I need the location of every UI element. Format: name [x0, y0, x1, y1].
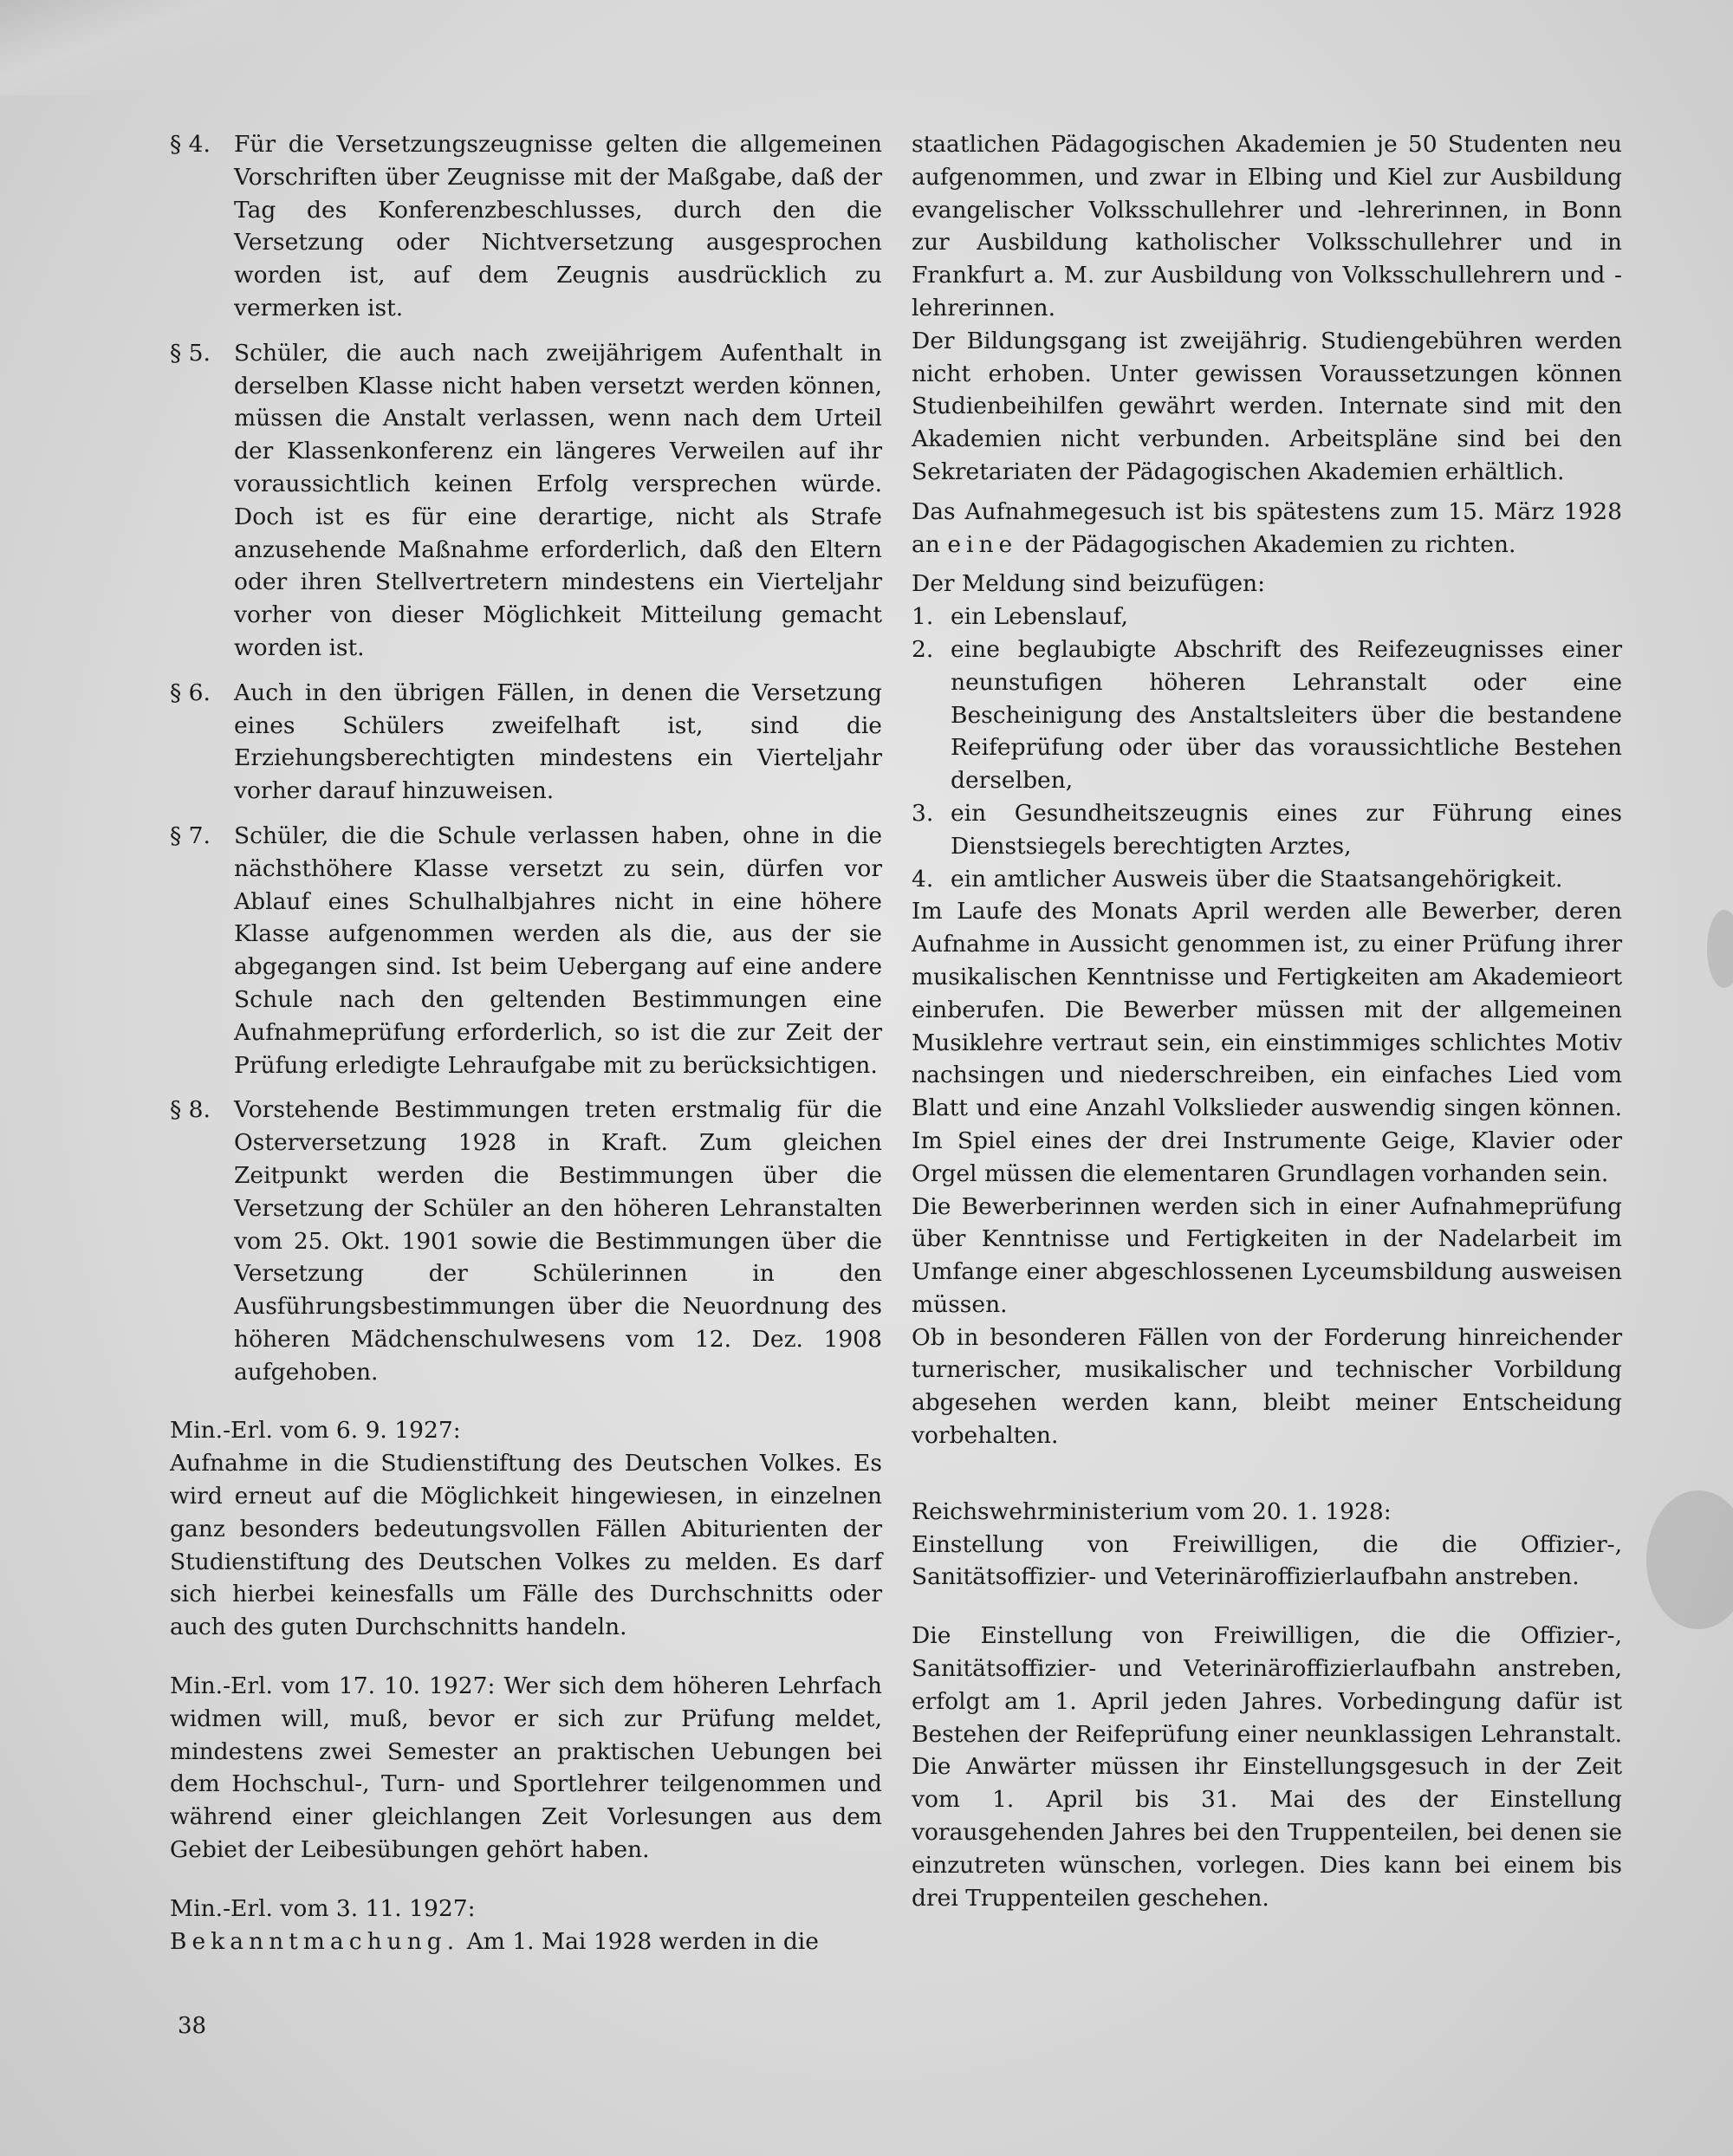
ministry-heading: Reichswehrministerium vom 20. 1. 1928: [912, 1497, 1392, 1525]
section-4 [170, 128, 882, 325]
academy-paragraph-2: Der Bildungsgang ist zweijährig. Studiengebühren werden nicht erhoben. Unter gewissen Voraussetzungen können Studienbeihilfen gewährt werden. Internate sind mit den Akademien nicht verbunden. Arbeitspläne sind bei den Sekretariaten der Pädagogischen Akademien erhältlich. [912, 327, 1622, 485]
section-number: § 5. [170, 339, 211, 367]
list-number: 2. [912, 635, 934, 663]
academy-paragraph-5: Im Laufe des Monats April werden alle Bewerber, deren Aufnahme in Aussicht genommen ist, zu einer Prüfung ihrer musikalischen Kenntnisse und Fertigkeiten am Akademieort einberufen. Die Bewerber müssen mit der allgemeinen Musiklehre vertraut sein, ein einstimmiges schlichtes Motiv nachsingen und niederschreiben, ein einfaches Lied vom Blatt und eine Anzahl Volkslieder auswendig singen können. Im Spiel eines der drei Instrumente Geige, Klavier oder Orgel müssen die elementaren Grundlagen vorhanden sein. [912, 898, 1622, 1187]
list-number: 1. [912, 603, 934, 631]
list-number: 3. [912, 799, 934, 827]
paper-stain [1646, 1490, 1733, 1629]
list-item [912, 601, 1622, 633]
section-number: § 6. [170, 679, 211, 706]
section-6 [170, 677, 882, 808]
list-item [912, 863, 1622, 896]
left-column [170, 128, 882, 1958]
ministry-subject: Einstellung von Freiwilligen, die die Offizier-, Sanitätsoffizier- und Veterinäroffizierlaufbahn anstreben. [912, 1530, 1622, 1591]
section-number: § 4. [170, 131, 211, 158]
section-text: Auch in den übrigen Fällen, in denen die Versetzung eines Schülers zweifelhaft ist, sind die Erziehungsberechtigten mindestens ein Vierteljahr vorher darauf hinzuweisen. [234, 679, 882, 805]
list-text: ein Gesundheitszeugnis eines zur Führung eines Dienstsiegels berechtigten Arztes, [951, 799, 1622, 860]
decree-text-3-rest: Am 1. Mai 1928 werden in die [466, 1927, 819, 1955]
decree-text-3 [170, 1925, 882, 1958]
paragraph-3-start: Das Aufnahmegesuch ist bis spätestens zum 15. März 1928 an [912, 497, 1622, 558]
section-text: Für die Versetzungszeugnisse gelten die allgemeinen Vorschriften über Zeugnisse mit der Maßgabe, daß der Tag des Konferenzbeschlusses, durch den die Versetzung oder Nichtversetzung ausgesprochen worden ist, auf dem Zeugnis ausdrücklich zu vermerken ist. [234, 131, 882, 321]
spaced-word: Bekanntmachung. [170, 1927, 460, 1955]
list-item [912, 797, 1622, 863]
list-text: ein Lebenslauf, [951, 603, 1128, 631]
list-text: ein amtlicher Ausweis über die Staatsangehörigkeit. [951, 865, 1563, 893]
page-number: 38 [178, 2013, 207, 2039]
decree-heading-3: Min.-Erl. vom 3. 11. 1927: [170, 1894, 476, 1922]
decree-text-2: Min.-Erl. vom 17. 10. 1927: Wer sich dem höheren Lehrfach widmen will, muß, bevor er sich zur Prüfung meldet, mindestens zwei Semester an praktischen Uebungen bei dem Hochschul-, Turn- und Sportlehrer teilgenommen und während einer gleichlangen Zeit Vorlesungen aus dem Gebiet der Leibesübungen gehört haben. [170, 1672, 882, 1864]
academy-paragraph-1: staatlichen Pädagogischen Akademien je 50 Studenten neu aufgenommen, und zwar in Elbing und Kiel zur Ausbildung evangelischer Volksschullehrer und -lehrerinnen, in Bonn zur Ausbildung katholischer Volksschullehrer und in Frankfurt a. M. zur Ausbildung von Volksschullehrern und -lehrerinnen. [912, 131, 1622, 321]
section-text: Vorstehende Bestimmungen treten erstmalig für die Osterversetzung 1928 in Kraft. Zum gleichen Zeitpunkt werden die Bestimmungen über die Versetzung der Schüler an den höheren Lehranstalten vom 25. Okt. 1901 sowie die Bestimmungen über die Versetzung der Schülerinnen in den Ausführungsbestimmungen über die Neuordnung des höheren Mädchenschulwesens vom 12. Dez. 1908 aufgehoben. [234, 1096, 882, 1386]
academy-paragraph-6: Die Bewerberinnen werden sich in einer Aufnahmeprüfung über Kenntnisse und Fertigkeiten in der Nadelarbeit im Umfange einer abgeschlossenen Lyceumsbildung ausweisen müssen. [912, 1192, 1622, 1318]
academy-paragraph-3 [912, 496, 1622, 562]
decree-text-1: Aufnahme in die Studienstiftung des Deutschen Volkes. Es wird erneut auf die Möglichkeit hingewiesen, in einzelnen ganz besonders bedeutungsvollen Fällen Abiturienten der Studienstiftung des Deutschen Volkes zu melden. Es darf sich hierbei keinesfalls um Fälle des Durchschnitts oder auch des guten Durchschnitts handeln. [170, 1450, 882, 1641]
decree-heading-1: Min.-Erl. vom 6. 9. 1927: [170, 1417, 461, 1445]
section-7 [170, 820, 882, 1081]
list-number: 4. [912, 865, 934, 893]
requirements-list [912, 601, 1622, 895]
section-number: § 7. [170, 821, 211, 849]
spaced-word: eine [947, 530, 1018, 558]
ministry-text: Die Einstellung von Freiwilligen, die die Offizier-, Sanitätsoffizier- und Veterinäroffizierlaufbahn anstreben, erfolgt am 1. April jeden Jahres. Vorbedingung dafür ist Bestehen der Reifeprüfung einer neunklassigen Lehranstalt. Die Anwärter müssen ihr Einstellungsgesuch in der Zeit vom 1. April bis 31. Mai des der Einstellung vorausgehenden Jahres bei den Truppenteilen, bei denen sie einzutreten wünschen, vorlegen. Dies kann bei einem bis drei Truppenteilen geschehen. [912, 1622, 1622, 1912]
section-8 [170, 1094, 882, 1388]
section-number: § 8. [170, 1096, 211, 1124]
academy-paragraph-7: Ob in besonderen Fällen von der Forderung hinreichender turnerischer, musikalischer und technischer Vorbildung abgesehen werden kann, bleibt meiner Entscheidung vorbehalten. [912, 1323, 1622, 1450]
list-item [912, 633, 1622, 797]
section-5 [170, 337, 882, 665]
section-text: Schüler, die die Schule verlassen haben, ohne in die nächsthöhere Klasse versetzt zu sein, dürfen vor Ablauf eines Schulhalbjahres nicht in eine höhere Klasse aufgenommen werden als die, aus der sie abgegangen sind. Ist beim Uebergang auf eine andere Schule nach den geltenden Bestimmungen eine Aufnahmeprüfung erforderlich, so ist die zur Zeit der Prüfung erledigte Lehraufgabe mit zu berücksichtigen. [234, 821, 882, 1079]
academy-paragraph-4: Der Meldung sind beizufügen: [912, 570, 1265, 598]
list-text: eine beglaubigte Abschrift des Reifezeugnisses einer neunstufigen höheren Lehranstalt oder eine Bescheinigung des Anstaltsleiters über die bestandene Reifeprüfung oder über das voraussichtliche Bestehen derselben, [951, 635, 1622, 795]
paper-stain [1707, 910, 1733, 988]
paragraph-3-end: der Pädagogischen Akademien zu richten. [1024, 530, 1516, 558]
page-fold-shadow [0, 0, 277, 95]
right-column [912, 128, 1622, 1914]
section-text: Schüler, die auch nach zweijährigem Aufenthalt in derselben Klasse nicht haben versetzt werden können, müssen die Anstalt verlassen, wenn nach dem Urteil der Klassenkonferenz ein längeres Verweilen auf ihr voraussichtlich keinen Erfolg versprechen würde. Doch ist es für eine derartige, nicht als Strafe anzusehende Maßnahme erforderlich, daß den Eltern oder ihren Stellvertretern mindestens ein Vierteljahr vorher von dieser Möglichkeit Mitteilung gemacht worden ist. [234, 339, 882, 661]
